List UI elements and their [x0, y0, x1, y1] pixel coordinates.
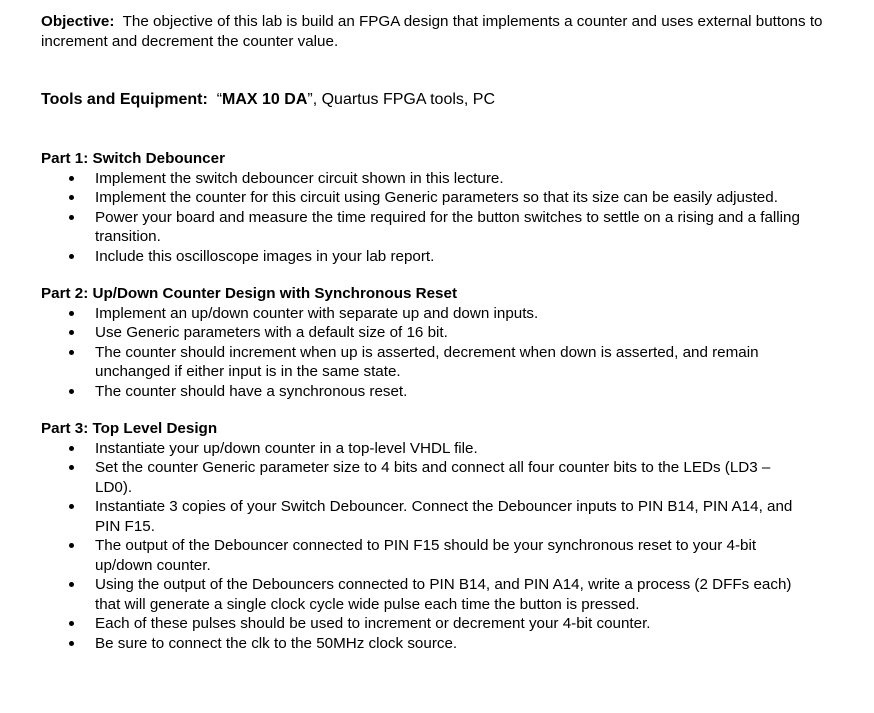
tools-product: MAX 10 DA — [222, 91, 308, 108]
tools-quote-open: “ — [216, 91, 223, 108]
list-item: Using the output of the Debouncers connected to PIN B14, and PIN A14, write a process (2 DFFs each) that will generate a single clock cycle wide pulse each time the button is pressed. — [41, 575, 807, 614]
list-item: Implement the switch debouncer circuit shown in this lecture. — [41, 169, 807, 189]
part-1-list — [41, 169, 841, 267]
list-item: Implement the counter for this circuit using Generic parameters so that its size can be easily adjusted. — [41, 188, 807, 208]
part-3-section — [41, 419, 841, 653]
tools-paragraph — [41, 89, 841, 111]
list-item: Implement an up/down counter with separate up and down inputs. — [41, 304, 807, 324]
list-item: Use Generic parameters with a default size of 16 bit. — [41, 323, 807, 343]
part-3-list — [41, 439, 841, 654]
list-item: Instantiate 3 copies of your Switch Debouncer. Connect the Debouncer inputs to PIN B14, PIN A14, and PIN F15. — [41, 497, 807, 536]
list-item: Set the counter Generic parameter size to 4 bits and connect all four counter bits to the LEDs (LD3 – LD0). — [41, 458, 807, 497]
list-item: Include this oscilloscope images in your lab report. — [41, 247, 807, 267]
part-2-list — [41, 304, 841, 402]
tools-rest: ”, Quartus FPGA tools, PC — [307, 91, 496, 108]
list-item: The counter should have a synchronous reset. — [41, 382, 807, 402]
tools-label: Tools and Equipment: — [41, 91, 208, 108]
objective-paragraph — [41, 12, 841, 51]
list-item: Power your board and measure the time required for the button switches to settle on a rising and a falling transition. — [41, 208, 807, 247]
list-item: Each of these pulses should be used to increment or decrement your 4-bit counter. — [41, 614, 807, 634]
part-3-title: Part 3: Top Level Design — [41, 420, 218, 437]
list-item: Be sure to connect the clk to the 50MHz clock source. — [41, 634, 807, 654]
part-1-section — [41, 149, 841, 266]
part-1-title: Part 1: Switch Debouncer — [41, 150, 225, 167]
objective-label: Objective: — [41, 13, 115, 30]
part-2-title: Part 2: Up/Down Counter Design with Synchronous Reset — [41, 285, 458, 302]
list-item: Instantiate your up/down counter in a top-level VHDL file. — [41, 439, 807, 459]
list-item: The output of the Debouncer connected to PIN F15 should be your synchronous reset to your 4-bit up/down counter. — [41, 536, 807, 575]
part-2-section — [41, 284, 841, 401]
objective-text: The objective of this lab is build an FPGA design that implements a counter and uses external buttons to increment and decrement the counter value. — [41, 13, 823, 50]
list-item: The counter should increment when up is asserted, decrement when down is asserted, and remain unchanged if either input is in the same state. — [41, 343, 807, 382]
